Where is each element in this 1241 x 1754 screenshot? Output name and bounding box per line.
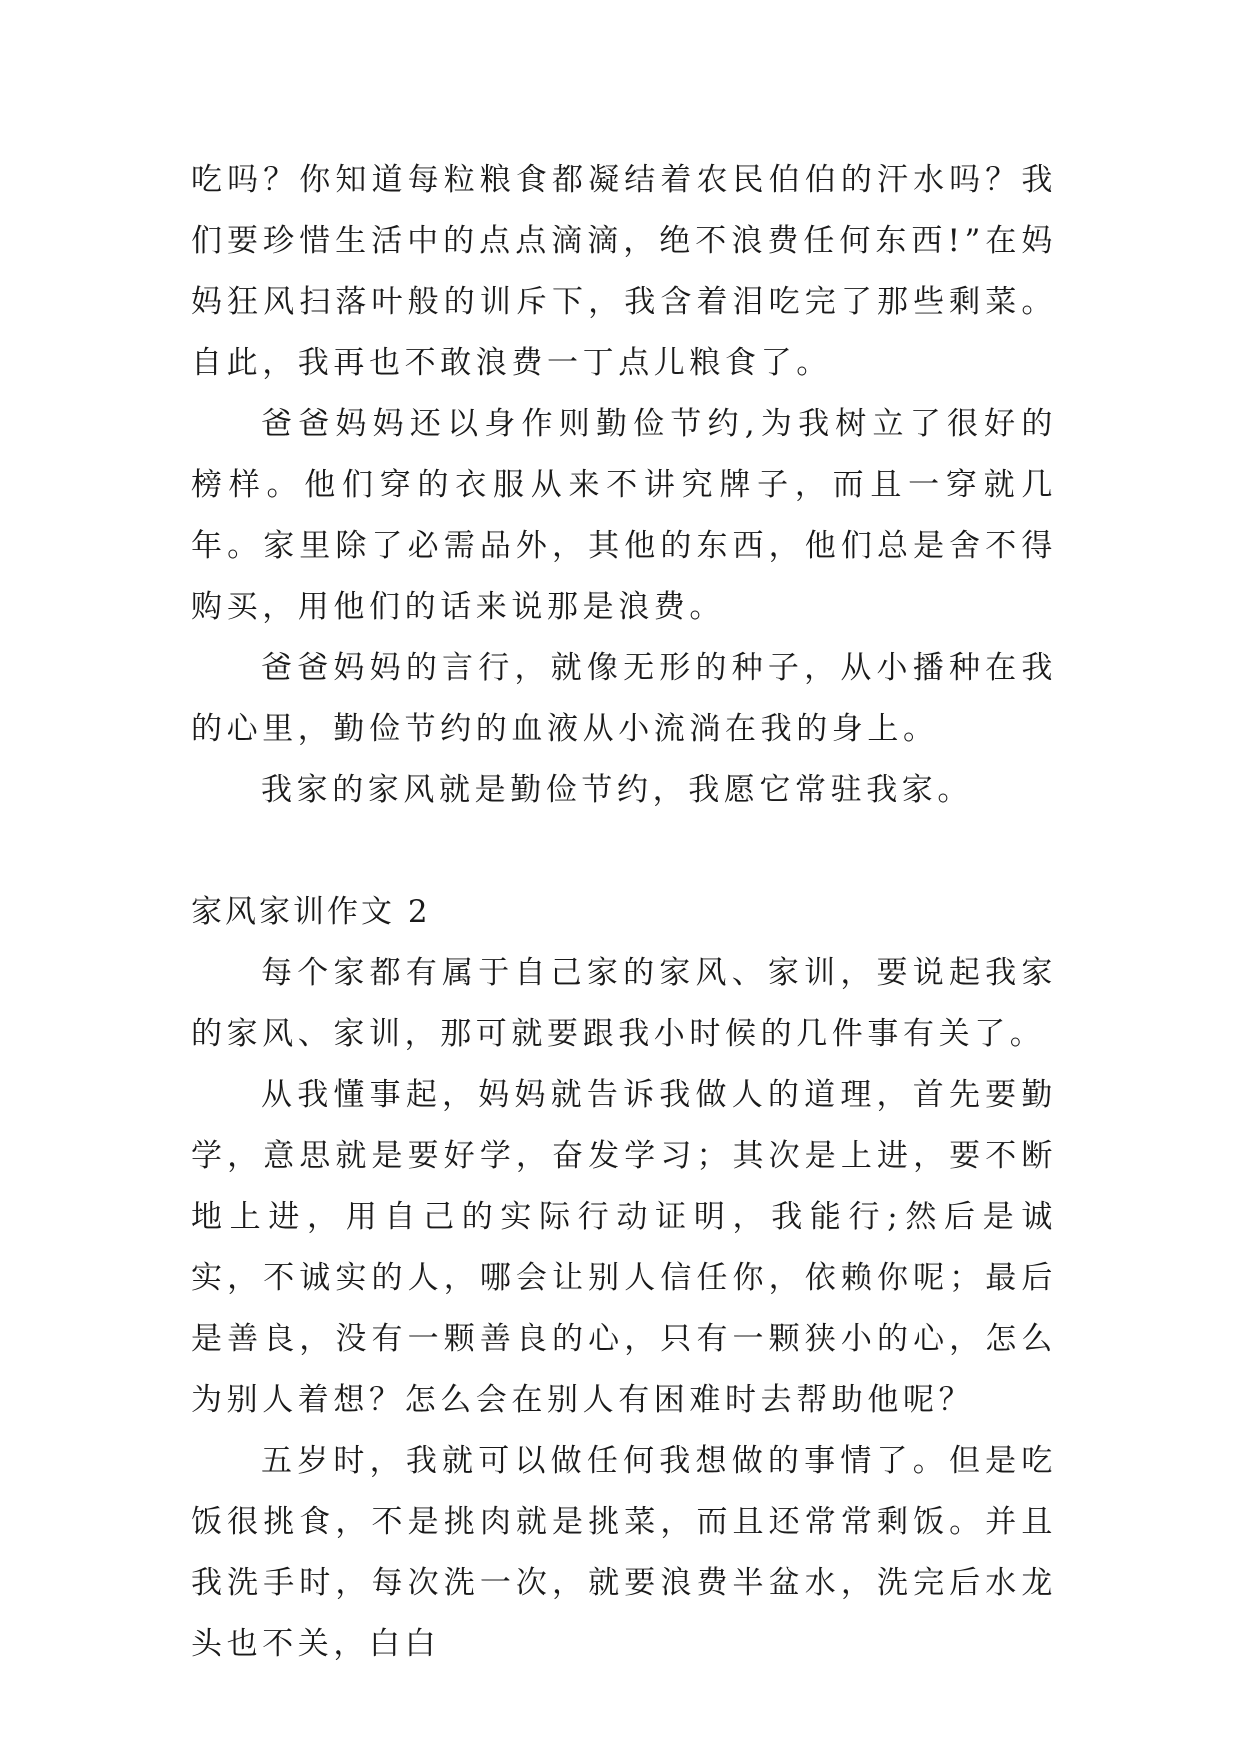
paragraph-2: 爸爸妈妈还以身作则勤俭节约,为我树立了很好的榜样。他们穿的衣服从来不讲究牌子，而且一穿就几年。家里除了必需品外，其他的东西，他们总是舍不得购买，用他们的话来说那是浪费。: [191, 406, 1057, 625]
paragraph-1: 吃吗？你知道每粒粮食都凝结着农民伯伯的汗水吗？我们要珍惜生活中的点点滴滴，绝不浪费任何东西!”在妈妈狂风扫落叶般的训斥下，我含着泪吃完了那些剩菜。自此，我再也不敢浪费一丁点儿粮食了。: [191, 162, 1057, 381]
paragraph-7: 五岁时，我就可以做任何我想做的事情了。但是吃饭很挑食，不是挑肉就是挑菜，而且还常常剩饭。并且我洗手时，每次洗一次，就要浪费半盆水，洗完后水龙头也不关，白白: [191, 1443, 1057, 1662]
paragraph-6: 从我懂事起，妈妈就告诉我做人的道理，首先要勤学，意思就是要好学，奋发学习；其次是上进，要不断地上进，用自己的实际行动证明，我能行;然后是诚实，不诚实的人，哪会让别人信任你，依赖你呢；最后是善良，没有一颗善良的心，只有一颗狭小的心，怎么为别人着想？怎么会在别人有困难时去帮助他呢？: [191, 1077, 1057, 1418]
section-gap: [191, 821, 1057, 882]
paragraph-5: 每个家都有属于自己家的家风、家训，要说起我家的家风、家训，那可就要跟我小时候的几件事有关了。: [191, 955, 1057, 1052]
document-body: [191, 150, 1057, 1675]
paragraph-4: 我家的家风就是勤俭节约，我愿它常驻我家。: [261, 772, 973, 808]
section-heading: 家风家训作文 2: [191, 894, 431, 930]
paragraph-3: 爸爸妈妈的言行，就像无形的种子，从小播种在我的心里，勤俭节约的血液从小流淌在我的身上。: [191, 650, 1057, 747]
